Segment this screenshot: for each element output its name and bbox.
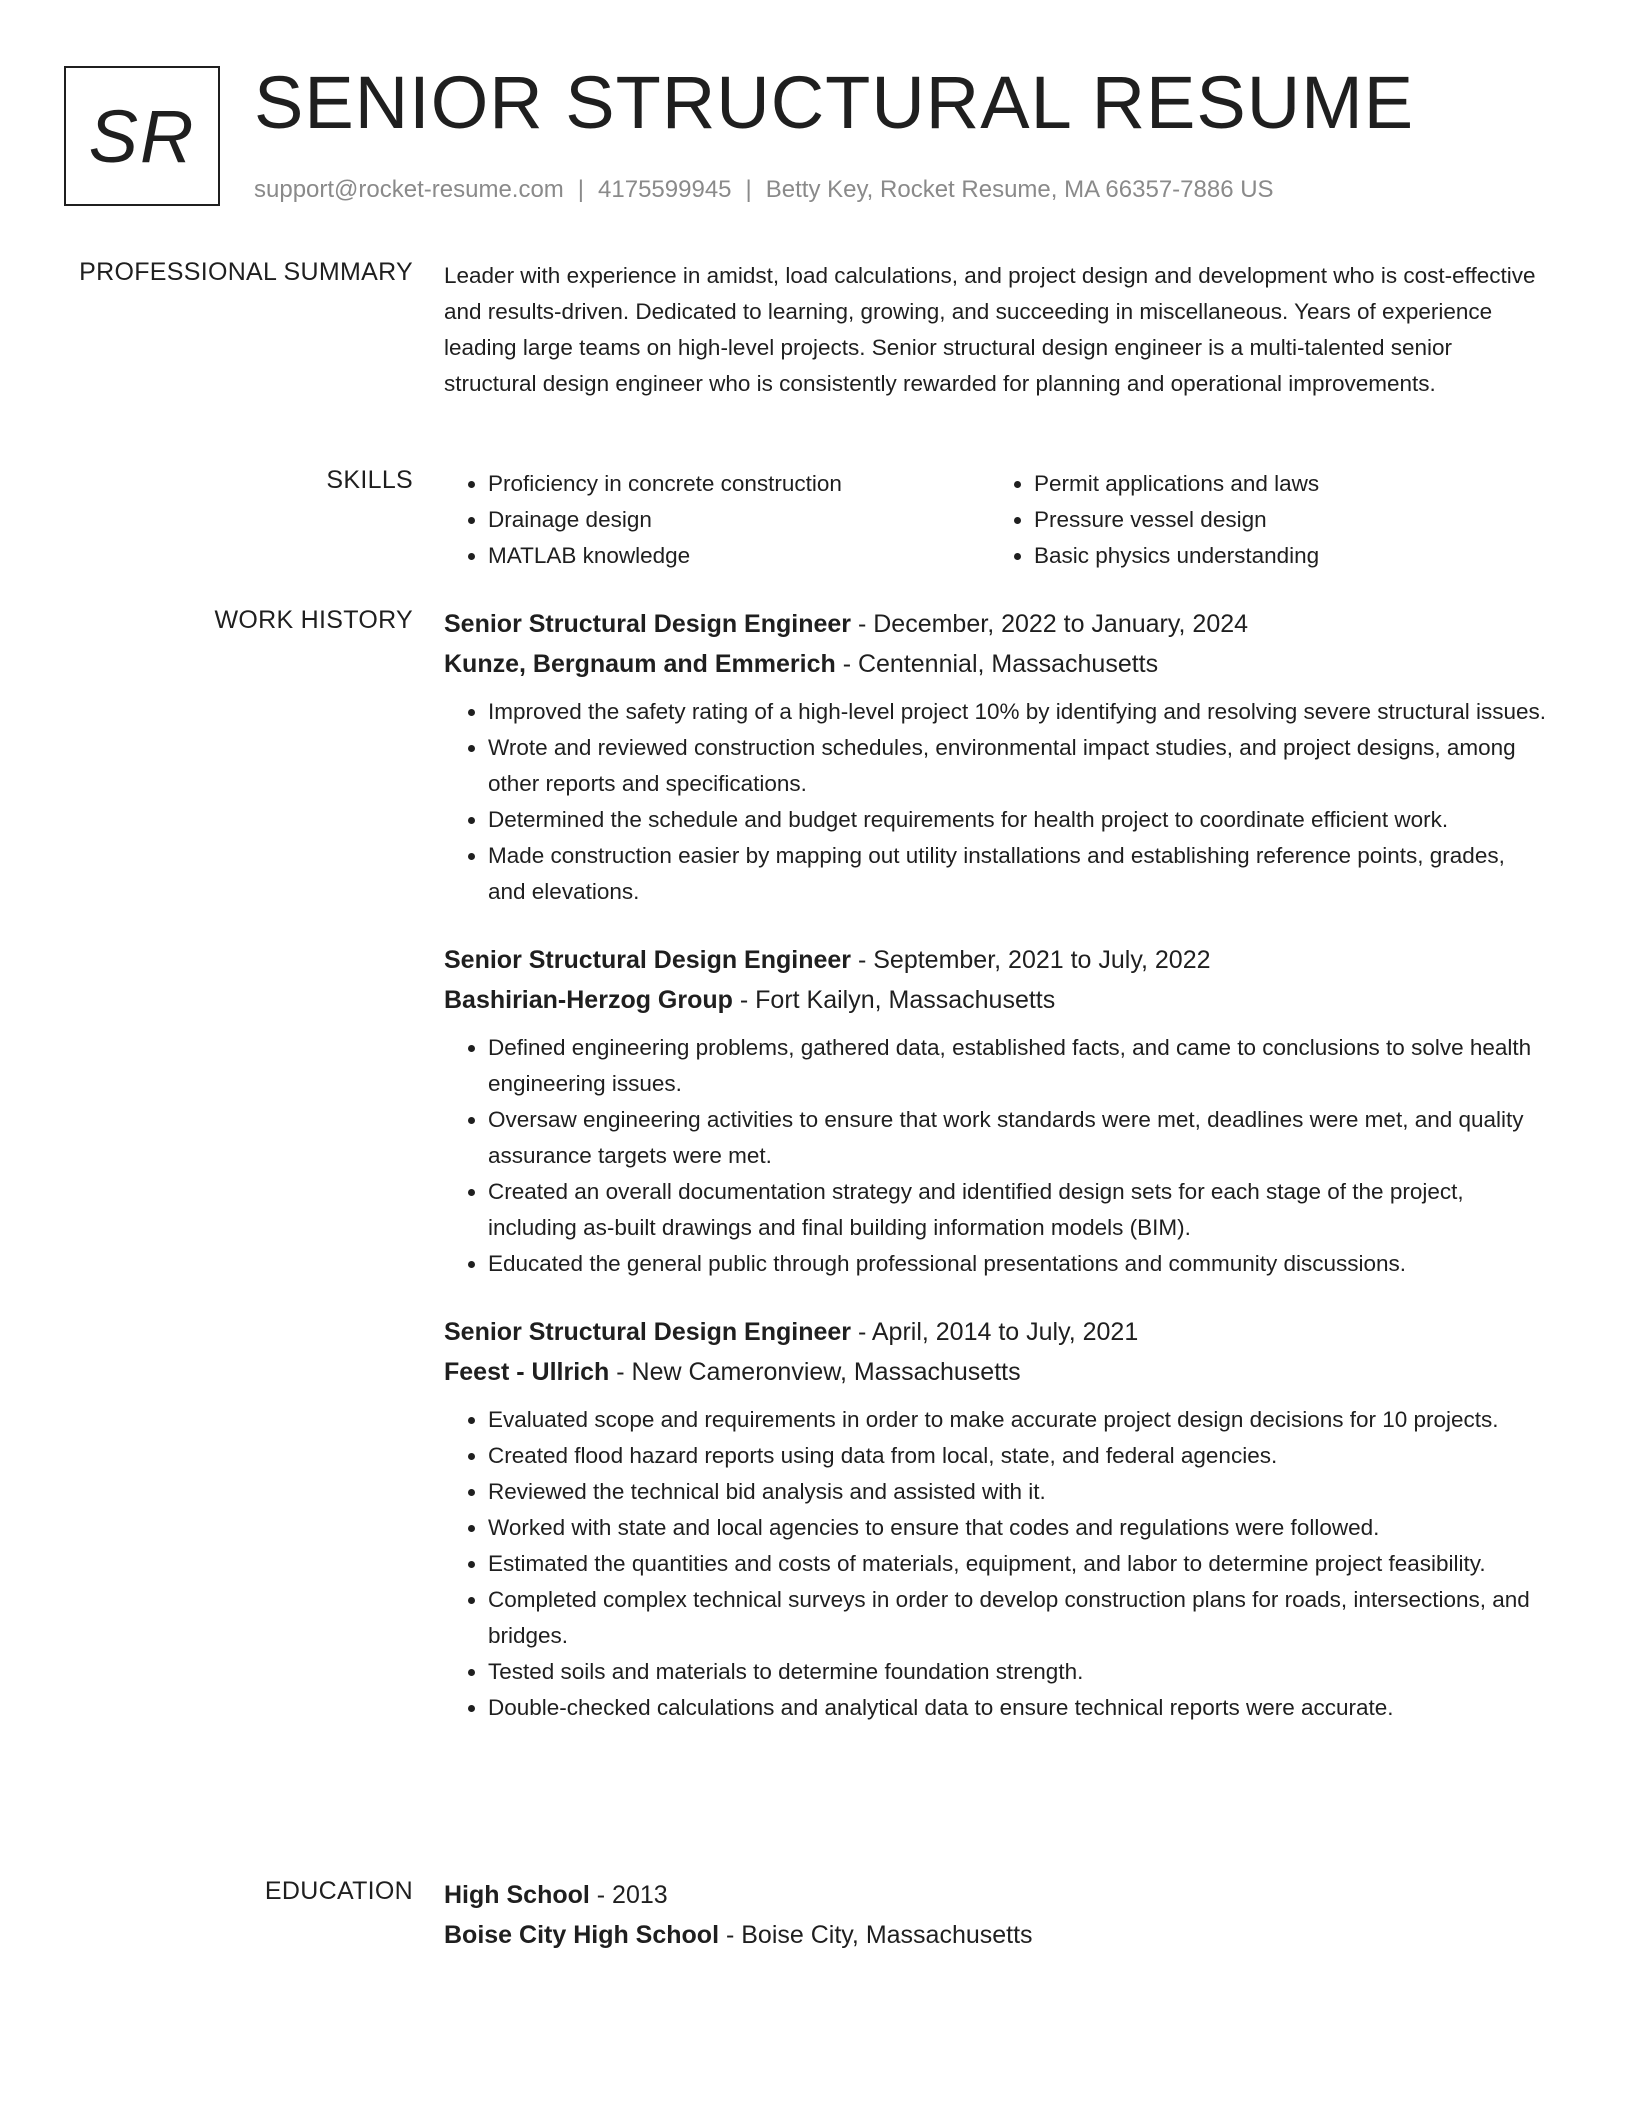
skills-list-right: [990, 466, 1536, 574]
contact-address: Betty Key, Rocket Resume, MA 66357-7886 US: [765, 176, 1274, 203]
skill-item: • Pressure vessel design: [1034, 502, 1536, 538]
education-degree: High School: [444, 1881, 590, 1909]
contact-separator: |: [745, 176, 752, 203]
education-location: - Boise City, Massachusetts: [719, 1921, 1033, 1949]
skill-item: • Drainage design: [488, 502, 990, 538]
job-bullet: • Wrote and reviewed construction schedules, environmental impact studies, and project designs, among other reports and specifications.: [488, 730, 1548, 802]
job-bullet: • Defined engineering problems, gathered data, established facts, and came to conclusions to solve health engineering issues.: [488, 1030, 1548, 1102]
company-location: - Fort Kailyn, Massachusetts: [732, 986, 1056, 1014]
section-title-summary: PROFESSIONAL SUMMARY: [79, 258, 413, 286]
company-name: Feest - Ullrich: [444, 1358, 610, 1386]
contact-email[interactable]: support@rocket-resume.com: [254, 176, 564, 203]
education-year: - 2013: [589, 1881, 668, 1909]
summary-text: Leader with experience in amidst, load calculations, and project design and development who is cost-effective and results-driven. Dedicated to learning, growing, and succeeding in miscellaneous. Years of experience leading large teams on high-level projects. Senior structural design engineer is a multi-talented senior structural design engineer who is consistently rewarded for planning and operational improvements.: [444, 263, 1536, 396]
monogram-badge: SR: [64, 66, 220, 206]
contact-phone[interactable]: 4175599945: [598, 176, 732, 203]
job-bullet: • Worked with state and local agencies to ensure that codes and regulations were followed.: [488, 1510, 1548, 1546]
section-title-education: EDUCATION: [264, 1877, 413, 1905]
job-bullets: [444, 1030, 1548, 1282]
job-entry: [444, 604, 1548, 910]
job-dates: - April, 2014 to July, 2021: [851, 1318, 1139, 1346]
job-role: Senior Structural Design Engineer: [444, 946, 852, 974]
contact-line: [254, 176, 1274, 204]
company-line: [444, 644, 1548, 684]
company-line: [444, 980, 1548, 1020]
skill-item: • Basic physics understanding: [1034, 538, 1536, 574]
company-name: Kunze, Bergnaum and Emmerich: [444, 650, 836, 678]
job-bullet: • Determined the schedule and budget requirements for health project to coordinate efficient work.: [488, 802, 1548, 838]
job-bullet: • Made construction easier by mapping out utility installations and establishing reference points, grades, and elevations.: [488, 838, 1548, 910]
company-location: - Centennial, Massachusetts: [835, 650, 1159, 678]
section-title-work: WORK HISTORY: [214, 606, 413, 634]
job-bullet: • Estimated the quantities and costs of materials, equipment, and labor to determine project feasibility.: [488, 1546, 1548, 1582]
job-title-line: [444, 940, 1548, 980]
skill-item: • Proficiency in concrete construction: [488, 466, 990, 502]
job-role: Senior Structural Design Engineer: [444, 610, 852, 638]
job-dates: - September, 2021 to July, 2022: [851, 946, 1211, 974]
company-name: Bashirian-Herzog Group: [444, 986, 733, 1014]
job-title-line: [444, 604, 1548, 644]
job-bullet: • Double-checked calculations and analytical data to ensure technical reports were accurate.: [488, 1690, 1548, 1726]
company-line: [444, 1352, 1548, 1392]
job-bullet: • Completed complex technical surveys in order to develop construction plans for roads, intersections, and bridges.: [488, 1582, 1548, 1654]
job-entry: [444, 940, 1548, 1282]
education-school: Boise City High School: [444, 1921, 720, 1949]
job-bullet: • Improved the safety rating of a high-level project 10% by identifying and resolving severe structural issues.: [488, 694, 1548, 730]
education-school-line: [444, 1915, 1548, 1955]
job-role: Senior Structural Design Engineer: [444, 1318, 852, 1346]
skill-item: • MATLAB knowledge: [488, 538, 990, 574]
education-degree-line: [444, 1875, 1548, 1915]
skill-item: • Permit applications and laws: [1034, 466, 1536, 502]
resume-header: [64, 61, 1568, 214]
resume-name: SENIOR STRUCTURAL RESUME: [254, 61, 1415, 144]
job-bullets: [444, 694, 1548, 910]
job-bullet: • Evaluated scope and requirements in order to make accurate project design decisions for 10 projects.: [488, 1402, 1548, 1438]
contact-separator: |: [577, 176, 585, 203]
job-bullets: [444, 1402, 1548, 1726]
job-dates: - December, 2022 to January, 2024: [851, 610, 1249, 638]
job-bullet: • Educated the general public through professional presentations and community discussions.: [488, 1246, 1548, 1282]
job-bullet: • Created an overall documentation strategy and identified design sets for each stage of the project, including as-built drawings and final building information models (BIM).: [488, 1174, 1548, 1246]
job-bullet: • Oversaw engineering activities to ensure that work standards were met, deadlines were met, and quality assurance targets were met.: [488, 1102, 1548, 1174]
job-bullet: • Tested soils and materials to determine foundation strength.: [488, 1654, 1548, 1690]
section-title-skills: SKILLS: [326, 466, 413, 494]
job-title-line: [444, 1312, 1548, 1352]
job-entry: [444, 1312, 1548, 1726]
job-bullet: • Created flood hazard reports using data from local, state, and federal agencies.: [488, 1438, 1548, 1474]
job-bullet: • Reviewed the technical bid analysis and assisted with it.: [488, 1474, 1548, 1510]
company-location: - New Cameronview, Massachusetts: [609, 1358, 1021, 1386]
skills-list-left: [444, 466, 990, 574]
